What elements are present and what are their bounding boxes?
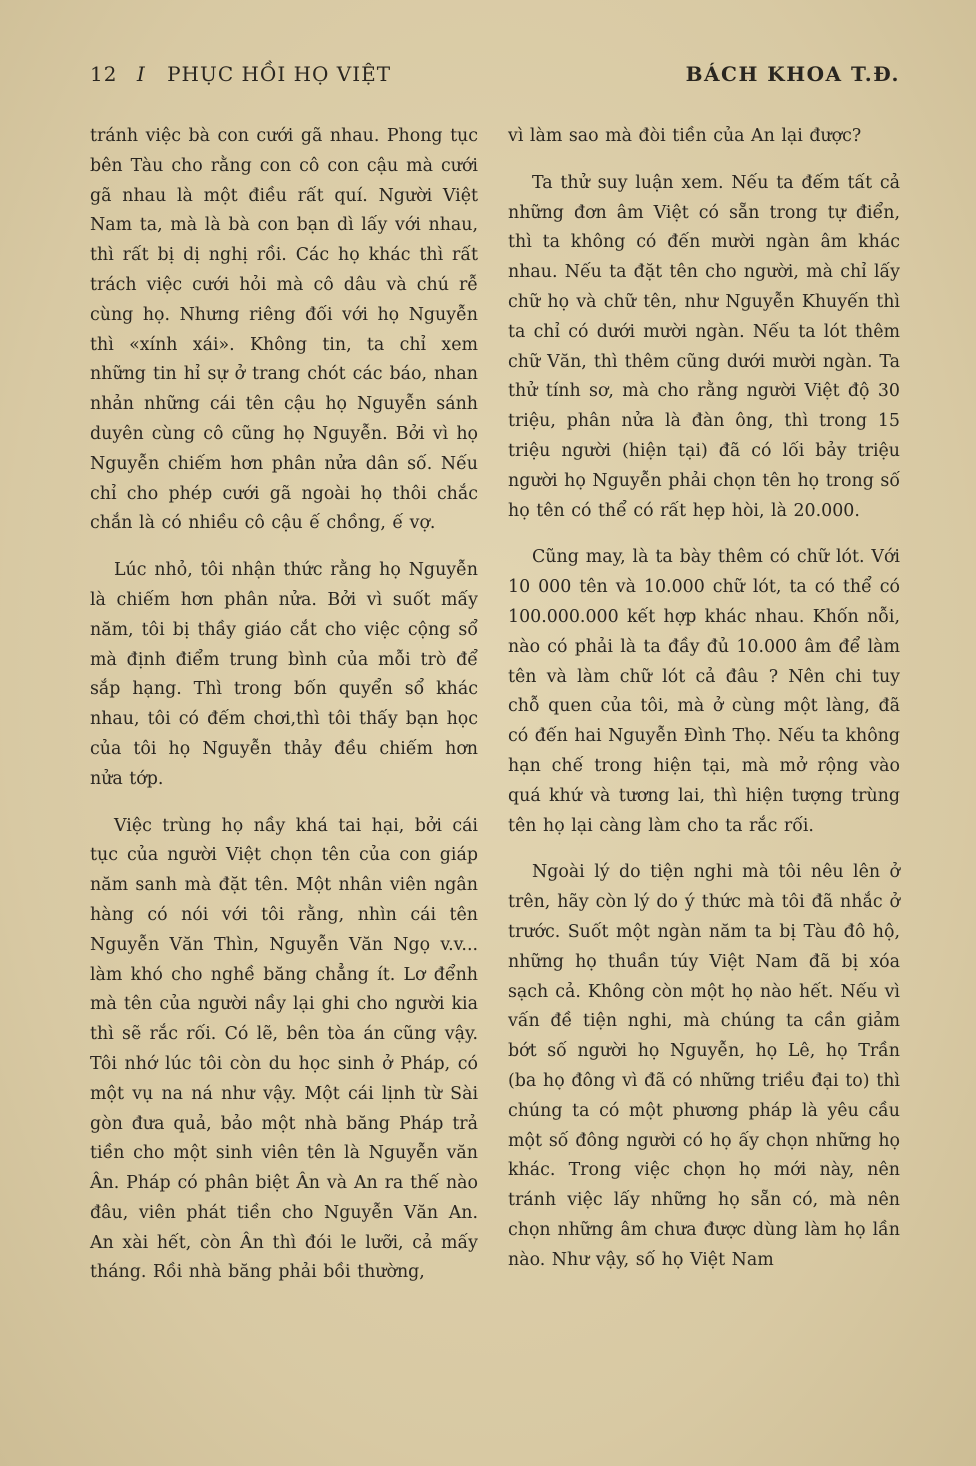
left-column (90, 122, 478, 1305)
header-left (90, 62, 391, 86)
paragraph: Cũng may, là ta bày thêm có chữ lót. Với 10 000 tên và 10.000 chữ lót, ta có thể có 100.000.000 kết hợp khác nhau. Khốn nỗi, nào có phải là ta đầy đủ 10.000 âm để làm tên và làm chữ lót cả đâu ? Nên chi tuy chỗ quen của tôi, mà ở cùng một làng, đã có đến hai Nguyễn Đình Thọ. Nếu ta không hạn chế trong hiện tại, mà mở rộng vào quá khứ và tương lai, thì hiện tượng trùng tên họ lại càng làm cho ta rắc rối. (508, 547, 900, 836)
paragraph: vì làm sao mà đòi tiền của An lại được? (508, 126, 862, 146)
page-number: 12 (90, 62, 118, 86)
paragraph: Việc trùng họ nầy khá tai hại, bởi cái tục của người Việt chọn tên của con giáp năm sanh mà đặt tên. Một nhân viên ngân hàng có nói với tôi rằng, nhìn cái tên Nguyễn Văn Thìn, Nguyễn Văn Ngọ v.v... làm khó cho nghề băng chẳng ít. Lơ đểnh mà tên của người nầy lại ghi cho người kia thì sẽ rắc rối. Có lẽ, bên tòa án cũng vậy. Tôi nhớ lúc tôi còn du học sinh ở Pháp, có một vụ na ná như vậy. Một cái lịnh từ Sài gòn đưa quả, bảo một nhà băng Pháp trả tiền cho một sinh viên tên là Nguyễn văn Ân. Pháp có phân biệt Ân và An ra thế nào đâu, viên phát tiền cho Nguyễn Văn An. An xài hết, còn Ân thì đói le lưỡi, cả mấy tháng. Rồi nhà băng phải bồi thường, (90, 815, 478, 1283)
paragraph: Ngoài lý do tiện nghi mà tôi nêu lên ở trên, hãy còn lý do ý thức mà tôi đã nhắc ở trước. Suốt một ngàn năm ta bị Tàu đô hộ, những họ thuần túy Việt Nam đã bị xóa sạch cả. Không còn một họ nào hết. Nếu vì vấn đề tiện nghi, mà chúng ta cần giảm bớt số người họ Nguyễn, họ Lê, họ Trần (ba họ đông vì đã có những triều đại to) thì chúng ta có một phương pháp là yêu cầu một số đông người có họ ấy chọn những họ khác. Trong việc chọn họ mới này, nên tránh việc lấy những họ sẵn có, mà nên chọn những âm chưa được dùng làm họ lần nào. Như vậy, số họ Việt Nam (508, 862, 900, 1270)
header-separator: I (136, 62, 146, 86)
article-title: PHỤC HỒI HỌ VIỆT (167, 62, 392, 86)
right-column (508, 122, 900, 1292)
publication-name: BÁCH KHOA T.Đ. (685, 62, 900, 86)
paragraph: Lúc nhỏ, tôi nhận thức rằng họ Nguyễn là chiếm hơn phân nửa. Bởi vì suốt mấy năm, tôi bị thầy giáo cắt cho việc cộng sổ mà định điểm trung bình của mỗi trò để sắp hạng. Thì trong bốn quyển sổ khác nhau, tôi có đếm chơi,thì tôi thấy bạn học của tôi họ Nguyễn thảy đều chiếm hơn nửa tớp. (90, 560, 478, 789)
running-header (90, 62, 900, 96)
paragraph: tránh việc bà con cưới gã nhau. Phong tục bên Tàu cho rằng con cô con cậu mà cưới gã nhau là một điều rất quí. Người Việt Nam ta, mà là bà con bạn dì lấy với nhau, thì rất bị dị nghị rồi. Các họ khác thì rất trách việc cưới hỏi mà cô dâu và chú rễ cùng họ. Nhưng riêng đối với họ Nguyễn thì «xính xái». Không tin, ta chỉ xem những tin hỉ sự ở trang chót các báo, nhan nhản những cái tên cậu họ Nguyễn sánh duyên cùng cô cũng họ Nguyễn. Bởi vì họ Nguyễn chiếm hơn phân nửa dân số. Nếu chỉ cho phép cưới gã ngoài họ thôi chắc chắn là có nhiều cô cậu ế chồng, ế vợ. (90, 126, 478, 534)
paragraph: Ta thử suy luận xem. Nếu ta đếm tất cả những đơn âm Việt có sẵn trong tự điển, thì ta không có đến mười ngàn âm khác nhau. Nếu ta đặt tên cho người, mà chỉ lấy chữ họ và chữ tên, như Nguyễn Khuyến thì ta chỉ có dưới mười ngàn. Nếu ta lót thêm chữ Văn, thì thêm cũng dưới mười ngàn. Ta thử tính sơ, mà cho rằng người Việt độ 30 triệu, phân nửa là đàn ông, thì trong 15 triệu người (hiện tại) đã có lối bảy triệu người họ Nguyễn phải chọn tên họ trong số họ tên có thể có rất hẹp hòi, là 20.000. (508, 172, 900, 521)
